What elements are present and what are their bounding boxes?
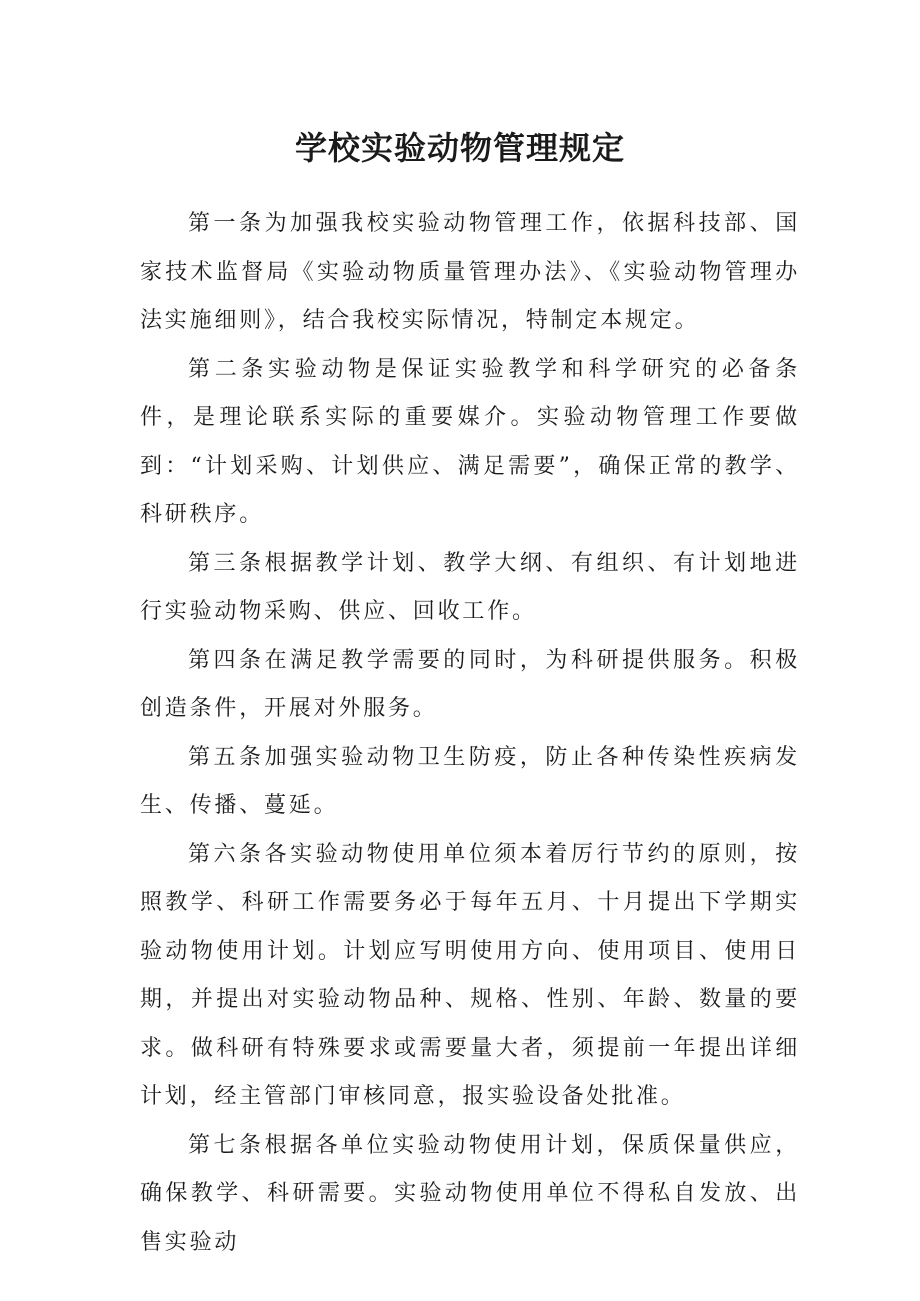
document-title: 学校实验动物管理规定 — [294, 129, 625, 167]
document-body — [140, 200, 800, 1267]
article-6-paragraph: 第六条各实验动物使用单位须本着厉行节约的原则，按照教学、科研工作需要务必于每年五月、十月提出下学期实验动物使用计划。计划应写明使用方向、使用项目、使用日期，并提出对实验动物品种、规格、性别、年龄、数量的要求。做科研有特殊要求或需要量大者，须提前一年提出详细计划，经主管部门审核同意，报实验设备处批准。 — [140, 841, 800, 1109]
article-3-paragraph: 第三条根据教学计划、教学大纲、有组织、有计划地进行实验动物采购、供应、回收工作。 — [140, 550, 800, 624]
article-1-paragraph: 第一条为加强我校实验动物管理工作，依据科技部、国家技术监督局《实验动物质量管理办法》、《实验动物管理办法实施细则》，结合我校实际情况，特制定本规定。 — [140, 211, 800, 333]
article-7-paragraph: 第七条根据各单位实验动物使用计划，保质保量供应，确保教学、科研需要。实验动物使用单位不得私自发放、出售实验动 — [140, 1132, 800, 1255]
article-2-paragraph: 第二条实验动物是保证实验教学和科学研究的必备条件，是理论联系实际的重要媒介。实验动物管理工作要做到：“计划采购、计划供应、满足需要”，确保正常的教学、科研秩序。 — [140, 356, 800, 527]
article-4-paragraph: 第四条在满足教学需要的同时，为科研提供服务。积极创造条件，开展对外服务。 — [140, 647, 800, 721]
article-5-paragraph: 第五条加强实验动物卫生防疫，防止各种传染性疾病发生、传播、蔓延。 — [140, 744, 800, 818]
